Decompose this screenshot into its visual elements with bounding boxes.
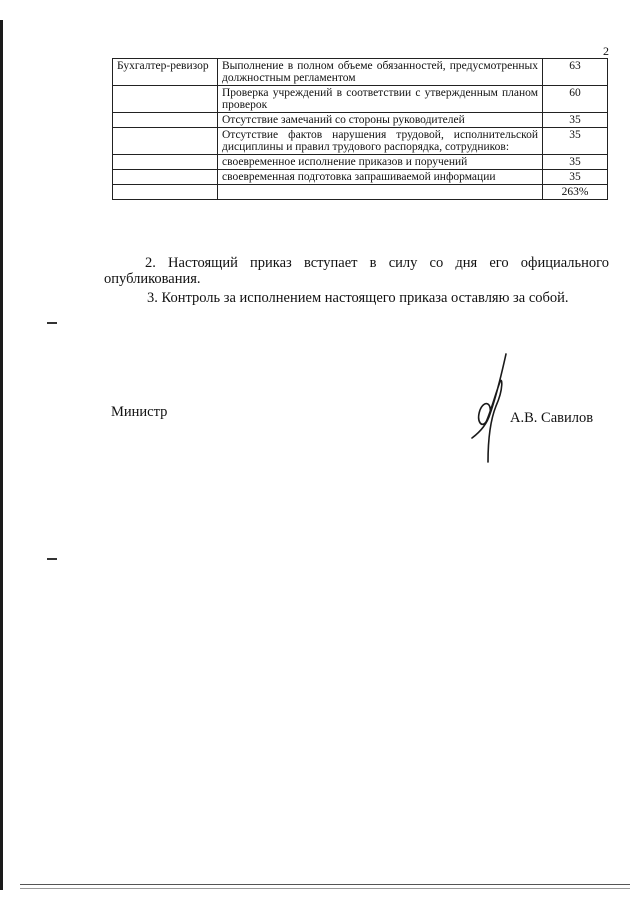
scan-edge-shadow	[0, 20, 3, 890]
position-title: Министр	[111, 404, 168, 420]
criteria-table	[112, 58, 608, 200]
bottom-rule	[20, 888, 630, 889]
total-label-empty	[218, 185, 543, 200]
page-number: 2	[603, 44, 609, 58]
table-row	[113, 113, 608, 128]
paragraph-2-line-2: опубликования.	[104, 271, 201, 287]
role-cell-empty	[113, 86, 218, 113]
criterion-text: своевременное исполнение приказов и поручений	[218, 155, 543, 170]
criterion-text: Отсутствие фактов нарушения трудовой, исполнительской дисциплины и правил трудового распорядка, сотрудников:	[218, 128, 543, 155]
criterion-text: Выполнение в полном объеме обязанностей, предусмотренных должностным регламентом	[218, 59, 543, 86]
margin-mark	[47, 322, 57, 324]
role-cell-empty	[113, 128, 218, 155]
role-cell-empty	[113, 170, 218, 185]
table-row	[113, 59, 608, 86]
role-cell-empty	[113, 185, 218, 200]
table-row	[113, 128, 608, 155]
criterion-text: своевременная подготовка запрашиваемой информации	[218, 170, 543, 185]
role-cell-empty	[113, 113, 218, 128]
criterion-score: 35	[543, 113, 608, 128]
signer-name: А.В. Савилов	[510, 410, 594, 426]
criterion-score: 60	[543, 86, 608, 113]
criterion-score: 35	[543, 155, 608, 170]
margin-mark	[47, 558, 57, 560]
bottom-rule	[20, 884, 630, 885]
criterion-score: 35	[543, 128, 608, 155]
table-row	[113, 155, 608, 170]
table-row	[113, 170, 608, 185]
criterion-score: 35	[543, 170, 608, 185]
paragraph-3: 3. Контроль за исполнением настоящего приказа оставляю за собой.	[147, 290, 569, 306]
criterion-text: Отсутствие замечаний со стороны руководителей	[218, 113, 543, 128]
table-row-total	[113, 185, 608, 200]
total-score: 263%	[543, 185, 608, 200]
signature-icon	[466, 352, 516, 464]
paragraph-2-line-1: 2. Настоящий приказ вступает в силу со дня его официального	[145, 255, 609, 271]
role-cell: Бухгалтер-ревизор	[113, 59, 218, 86]
table-row	[113, 86, 608, 113]
criterion-score: 63	[543, 59, 608, 86]
role-cell-empty	[113, 155, 218, 170]
criterion-text: Проверка учреждений в соответствии с утвержденным планом проверок	[218, 86, 543, 113]
